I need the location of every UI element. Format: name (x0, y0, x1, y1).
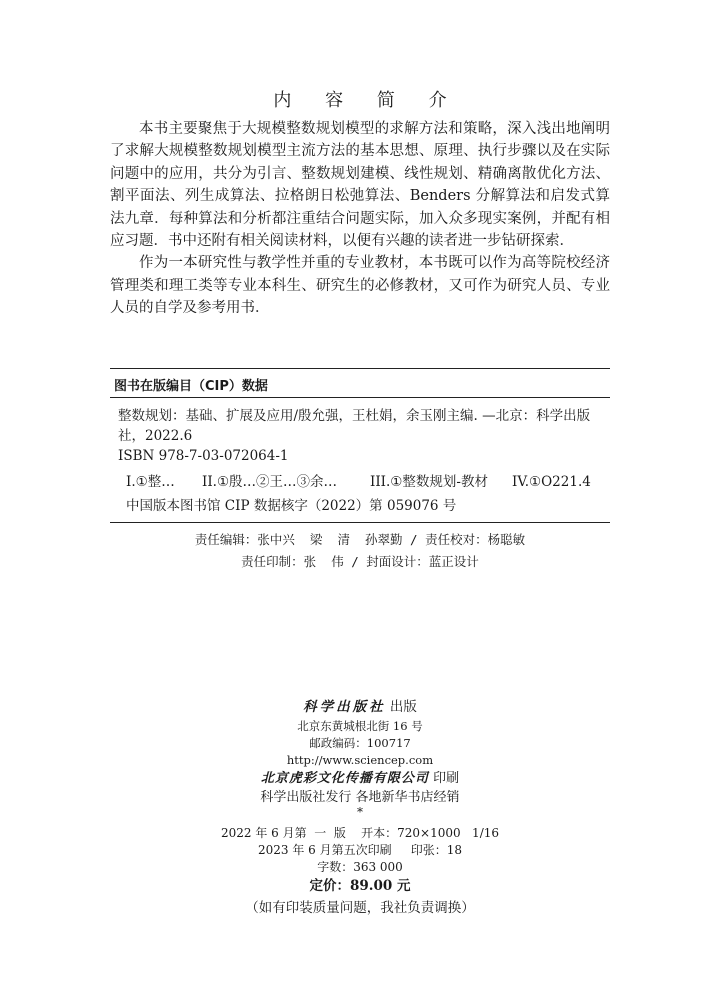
publisher-url: http://www.sciencep.com (286, 753, 434, 767)
edition-line-2: 2023 年 6 月第五次印刷 印张：18 (258, 843, 462, 857)
separator-star: * (357, 805, 363, 819)
book-introduction (110, 118, 610, 320)
intro-paragraph-2: 作为一本研究性与教学性并重的专业教材，本书既可以作为高等院校经济管理类和理工类等专业本科生、研究生的必修教材，又可作为研究人员、专业人员的自学及参考用书． (110, 255, 610, 317)
edition-line-1: 2022 年 6 月第 一 版 开本：720×1000 1/16 (220, 826, 500, 840)
cip-class-1: I.①整… (126, 474, 175, 490)
cip-classification (110, 472, 610, 492)
credits-line-2: 责任印制：张 伟 / 封面设计：蓝正设计 (241, 554, 479, 569)
publisher-line (0, 696, 720, 718)
cip-entry: 整数规划：基础、扩展及应用/殷允强，王杜娟，余玉刚主编. —北京：科学出版社，2022.6 (118, 408, 591, 444)
quality-notice: （如有印装质量问题，我社负责调换） (245, 900, 475, 916)
cip-class-4: IV.①O221.4 (512, 474, 591, 490)
cip-class-3: III.①整数规划-教材 (370, 474, 488, 490)
publisher-address: 北京东黄城根北街 16 号 (297, 719, 423, 733)
intro-paragraph-1: 本书主要聚焦于大规模整数规划模型的求解方法和策略，深入浅出地阐明了求解大规模整数规划模型主流方法的基本思想、原理、执行步骤以及在实际问题中的应用，共分为引言、整数规划建模、线性规划、精确离散优化方法、割平面法、列生成算法、拉格朗日松弛算法、Benders 分解算法和启发式算法九章．每种算法和分析都注重结合问题实际，加入众多现实案例，并配有相应习题．书中还附有相关阅读材料，以便有兴趣的读者进一步钻研探索． (110, 121, 610, 250)
cip-isbn: ISBN 978-7-03-072064-1 (118, 448, 289, 464)
editorial-credits (0, 529, 720, 573)
cip-body (110, 397, 610, 522)
cip-class-2: II.①殷…②王…③余… (202, 474, 338, 490)
distribution-line: 科学出版社发行 各地新华书店经销 (260, 790, 460, 805)
printer-name: 北京虎彩文化传播有限公司 (260, 771, 429, 786)
word-count: 字数：363 000 (317, 860, 403, 874)
cip-data-block (110, 368, 610, 523)
credits-line-1: 责任编辑：张中兴 梁 清 孙翠勤 / 责任校对：杨聪敏 (194, 532, 526, 547)
page-title: 内 容 简 介 (273, 90, 461, 111)
imprint-block (0, 696, 720, 920)
cip-heading: 图书在版编目（CIP）数据 (114, 379, 268, 394)
printer-line (0, 769, 720, 789)
publisher-suffix: 出版 (389, 699, 417, 715)
price: 定价：89.00 元 (309, 878, 411, 894)
cip-record-number: 中国版本图书馆 CIP 数据核字（2022）第 059076 号 (126, 498, 457, 514)
publisher-postcode: 邮政编码：100717 (309, 736, 411, 750)
printer-suffix: 印刷 (433, 771, 460, 786)
publisher-name: 科学出版社 (303, 699, 386, 715)
